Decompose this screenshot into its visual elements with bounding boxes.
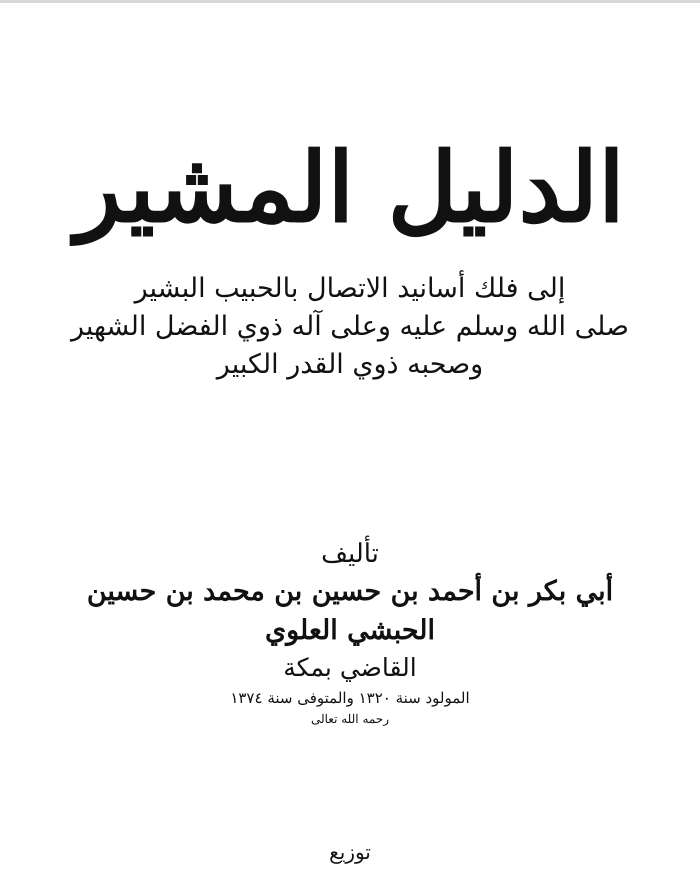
top-border bbox=[0, 0, 700, 3]
author-nisba: الحبشي العلوي bbox=[264, 615, 436, 646]
author-position: القاضي بمكة bbox=[283, 653, 417, 682]
distribution-label: توزيع bbox=[329, 840, 371, 864]
author-prayer: رحمه الله تعالى bbox=[310, 712, 390, 726]
author-dates: المولود سنة ١٣٢٠ والمتوفى سنة ١٣٧٤ bbox=[230, 689, 470, 707]
author-name: أبي بكر بن أحمد بن حسين بن محمد بن حسين bbox=[86, 576, 614, 607]
author-label: تأليف bbox=[321, 539, 379, 569]
book-title: الدليل المشير bbox=[75, 131, 625, 244]
subtitle-line-2: صلى الله وسلم عليه وعلى آله ذوي الفضل الشهير bbox=[71, 311, 629, 342]
subtitle-line-3: وصحبه ذوي القدر الكبير bbox=[216, 349, 484, 380]
subtitle-line-1: إلى فلك أسانيد الاتصال بالحبيب البشير bbox=[134, 273, 566, 304]
